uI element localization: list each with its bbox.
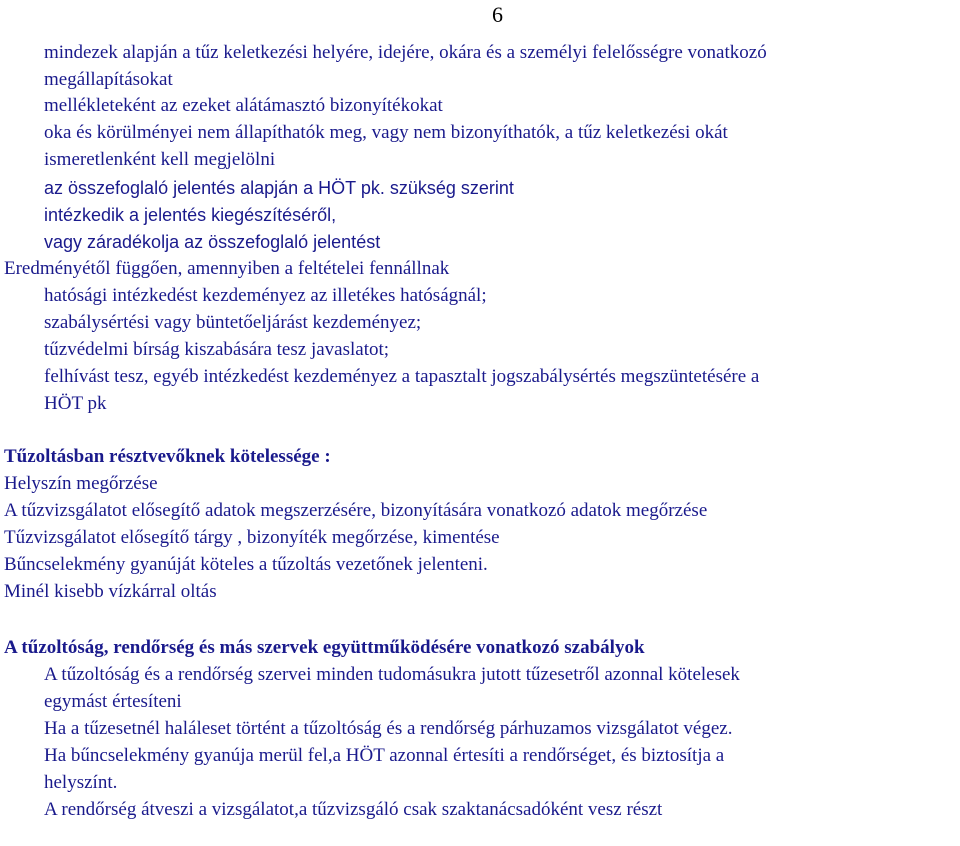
list-item: HÖT pk [44,393,107,414]
paragraph-line: intézkedik a jelentés kiegészítéséről, [44,205,337,225]
paragraph-line: ismeretlenként kell megjelölni [44,149,276,170]
paragraph-line: az összefoglaló jelentés alapján a HÖT pk. szükség szerint [44,178,514,198]
page-number: 6 [492,2,503,27]
list-item: Bűncselekmény gyanúját köteles a tűzoltás vezetőnek jelenteni. [4,554,488,575]
list-item: felhívást tesz, egyéb intézkedést kezdeményez a tapasztalt jogszabálysértés megszüntetésére a [44,366,760,387]
list-item: A rendőrség átveszi a vizsgálatot,a tűzvizsgáló csak szaktanácsadóként vesz részt [44,799,663,820]
list-item: Minél kisebb vízkárral oltás [4,581,217,602]
section-heading: A tűzoltóság, rendőrség és más szervek együttműködésére vonatkozó szabályok [4,637,645,658]
list-item: hatósági intézkedést kezdeményez az illetékes hatóságnál; [44,285,487,306]
paragraph-line: Eredményétől függően, amennyiben a feltételei fennállnak [4,258,450,279]
list-item: Ha a tűzesetnél haláleset történt a tűzoltóság és a rendőrség párhuzamos vizsgálatot végez. [44,718,733,739]
list-item: A tűzvizsgálatot elősegítő adatok megszerzésére, bizonyítására vonatkozó adatok megőrzése [4,500,708,521]
paragraph-line: mellékleteként az ezeket alátámasztó bizonyítékokat [44,95,443,116]
list-item: Tűzvizsgálatot elősegítő tárgy , bizonyíték megőrzése, kimentése [4,527,500,548]
list-item: tűzvédelmi bírság kiszabására tesz javaslatot; [44,339,390,360]
list-item: Helyszín megőrzése [4,473,158,494]
paragraph-line: megállapításokat [44,69,173,90]
list-item: helyszínt. [44,772,118,793]
list-item: egymást értesíteni [44,691,182,712]
list-item: Ha bűncselekmény gyanúja merül fel,a HÖT azonnal értesíti a rendőrséget, és biztosítja a [44,745,725,766]
paragraph-line: oka és körülményei nem állapíthatók meg, vagy nem bizonyíthatók, a tűz keletkezési okát [44,122,728,143]
list-item: szabálysértési vagy büntetőeljárást kezdeményez; [44,312,422,333]
section-heading: Tűzoltásban résztvevőknek kötelessége : [4,446,331,467]
paragraph-line: vagy záradékolja az összefoglaló jelentést [44,232,381,252]
list-item: A tűzoltóság és a rendőrség szervei minden tudomásukra jutott tűzesetről azonnal kötelesek [44,664,740,685]
paragraph-line: mindezek alapján a tűz keletkezési helyére, idejére, okára és a személyi felelősségre vonatkozó [44,42,767,63]
